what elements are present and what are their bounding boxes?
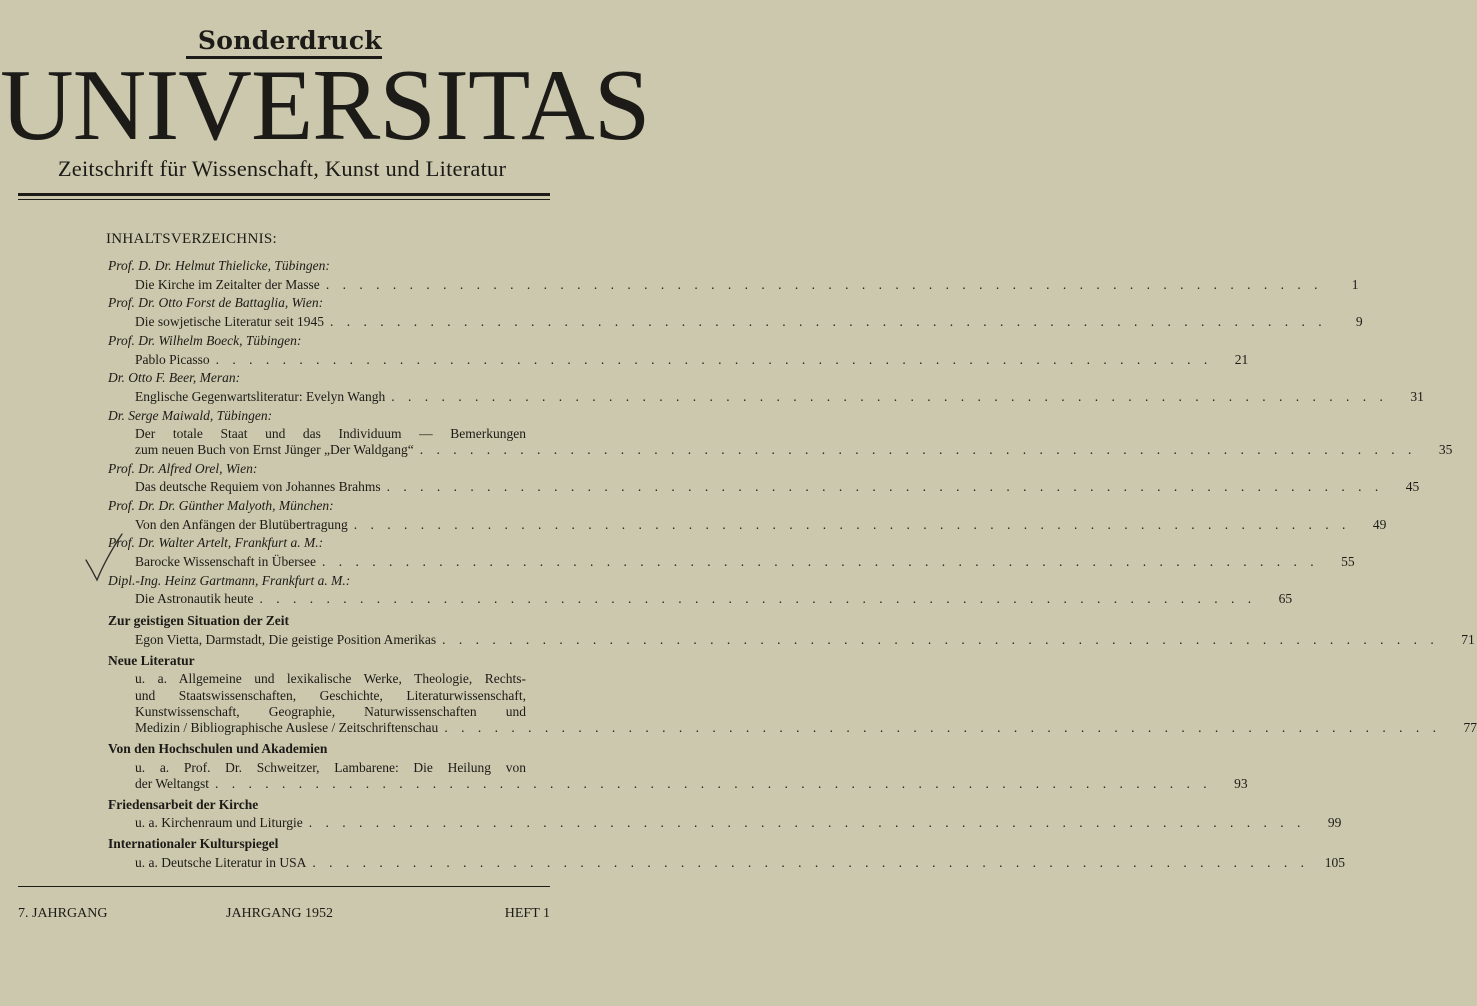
toc-entry-title bbox=[108, 388, 1424, 405]
entry-title: Barocke Wissenschaft in Übersee bbox=[135, 554, 317, 569]
toc-entry-title bbox=[108, 554, 1355, 570]
entry-title: Das deutsche Requiem von Johannes Brahms bbox=[135, 479, 381, 495]
leader-dots: . . . . . . . . . . . . . . . . . . . . . . . . . . . . . . . . . . . . . . . . . . . . . . . . . . . . . . . . . . . . bbox=[442, 631, 1439, 647]
entry-title: Medizin / Bibliographische Auslese / Zeitschriftenschau bbox=[135, 720, 439, 736]
toc-entry-title bbox=[108, 516, 1387, 533]
leader-dots: . . . . . . . . . . . . . . . . . . . . . . . . . . . . . . . . . . . . . . . . . . . . . . . . . . . . . . . . . . . . bbox=[329, 314, 1327, 330]
leader-dots: . . . . . . . . . . . . . . . . . . . . . . . . . . . . . . . . . . . . . . . . . . . . . . . . . . . . . . . . . . . . bbox=[325, 276, 1323, 292]
page-number: 93 bbox=[1234, 775, 1248, 791]
page-number: 35 bbox=[1438, 441, 1453, 457]
entry-title: u. a. Deutsche Literatur in USA bbox=[135, 854, 307, 870]
toc-section-line: Kunstwissenschaft, Geographie, Naturwissenschaften und bbox=[135, 703, 526, 719]
toc-entry-author: Prof. Dr. Alfred Orel, Wien: bbox=[108, 460, 258, 476]
header-rule-thick bbox=[18, 193, 550, 196]
toc-section-line: u. a. Allgemeine und lexikalische Werke, Theologie, Rechts- bbox=[135, 671, 526, 687]
page-number: 71 bbox=[1461, 631, 1475, 647]
toc-entry-title-line: Der totale Staat und das Individuum — Bemerkungen bbox=[135, 426, 526, 442]
page-number: 49 bbox=[1372, 516, 1387, 532]
handwritten-checkmark bbox=[84, 530, 124, 582]
page-number: 77 bbox=[1463, 720, 1477, 736]
entry-title: zum neuen Buch von Ernst Jünger „Der Waldgang“ bbox=[135, 441, 414, 457]
toc-entry-author: Prof. Dr. Otto Forst de Battaglia, Wien: bbox=[108, 295, 324, 311]
sonderdruck-label: Sonderdruck bbox=[197, 26, 383, 55]
toc-entry-author: Prof. Dr. Walter Artelt, Frankfurt a. M.: bbox=[108, 535, 324, 551]
leader-dots: . . . . . . . . . . . . . . . . . . . . . . . . . . . . . . . . . . . . . . . . . . . . . . . . . . . . . . . . . . . . bbox=[215, 775, 1212, 791]
entry-title: Die Astronautik heute bbox=[135, 591, 254, 607]
footer-rule bbox=[18, 886, 550, 887]
toc-entry-title bbox=[108, 591, 1293, 607]
header-rule-thin bbox=[18, 199, 550, 200]
entry-title: Von den Anfängen der Blutübertragung bbox=[135, 516, 348, 532]
toc-section-heading: Friedensarbeit der Kirche bbox=[108, 796, 259, 812]
footer-year: JAHRGANG 1952 bbox=[226, 906, 333, 921]
toc-section-title bbox=[108, 631, 1475, 648]
toc-entry-author: Prof. Dr. Wilhelm Boeck, Tübingen: bbox=[108, 332, 302, 348]
leader-dots: . . . . . . . . . . . . . . . . . . . . . . . . . . . . . . . . . . . . . . . . . . . . . . . . . . . . . . . . . . . . bbox=[308, 815, 1306, 831]
page-number: 65 bbox=[1278, 591, 1293, 607]
journal-title: UNIVERSITAS bbox=[0, 49, 650, 162]
toc-section-heading: Internationaler Kulturspiegel bbox=[108, 835, 279, 851]
leader-dots: . . . . . . . . . . . . . . . . . . . . . . . . . . . . . . . . . . . . . . . . . . . . . . . . . . . . . . . . . . . . bbox=[391, 388, 1388, 404]
page-number: 55 bbox=[1341, 554, 1355, 569]
toc-entry-author: Dipl.-Ing. Heinz Gartmann, Frankfurt a. M.: bbox=[108, 572, 351, 588]
leader-dots: . . . . . . . . . . . . . . . . . . . . . . . . . . . . . . . . . . . . . . . . . . . . . . . . . . . . . . . . . . . . bbox=[353, 516, 1351, 532]
entry-title: Die sowjetische Literatur seit 1945 bbox=[135, 314, 324, 330]
entry-title: u. a. Kirchenraum und Liturgie bbox=[135, 815, 303, 831]
page-number: 45 bbox=[1405, 479, 1420, 495]
toc-section-title bbox=[108, 775, 1248, 792]
page-number: 31 bbox=[1410, 388, 1424, 404]
journal-subtitle: Zeitschrift für Wissenschaft, Kunst und Literatur bbox=[57, 156, 507, 181]
toc-entry-title bbox=[108, 351, 1249, 368]
leader-dots: . . . . . . . . . . . . . . . . . . . . . . . . . . . . . . . . . . . . . . . . . . . . . . . . . . . . . . . . . . . . bbox=[215, 351, 1213, 367]
entry-title: Englische Gegenwartsliteratur: Evelyn Wangh bbox=[135, 388, 386, 404]
footer-volume: 7. JAHRGANG bbox=[18, 906, 108, 921]
toc-section-line: und Staatswissenschaften, Geschichte, Literaturwissenschaft, bbox=[135, 687, 526, 703]
leader-dots: . . . . . . . . . . . . . . . . . . . . . . . . . . . . . . . . . . . . . . . . . . . . . . . . . . . . . . . . . . . . bbox=[259, 591, 1257, 607]
entry-title: Die Kirche im Zeitalter der Masse bbox=[135, 276, 320, 292]
toc-entry-author: Prof. Dr. Dr. Günther Malyoth, München: bbox=[108, 497, 334, 513]
entry-title: Pablo Picasso bbox=[135, 351, 210, 367]
page-number: 1 bbox=[1351, 276, 1359, 292]
toc-section-title bbox=[108, 854, 1345, 871]
toc-entry-author: Prof. D. Dr. Helmut Thielicke, Tübingen: bbox=[108, 258, 330, 273]
toc-entry-title bbox=[108, 276, 1359, 293]
toc-section-title bbox=[108, 815, 1342, 831]
toc-section-heading: Von den Hochschulen und Akademien bbox=[108, 740, 328, 756]
entry-title: der Weltangst bbox=[135, 775, 210, 791]
toc-entry-author: Dr. Otto F. Beer, Meran: bbox=[108, 370, 241, 386]
toc-section-title bbox=[108, 720, 1477, 736]
entry-title: Egon Vietta, Darmstadt, Die geistige Position Amerikas bbox=[135, 631, 437, 647]
page-number: 21 bbox=[1234, 351, 1249, 367]
leader-dots: . . . . . . . . . . . . . . . . . . . . . . . . . . . . . . . . . . . . . . . . . . . . . . . . . . . . . . . . . . . . bbox=[312, 854, 1309, 870]
page-number: 9 bbox=[1355, 314, 1363, 330]
leader-dots: . . . . . . . . . . . . . . . . . . . . . . . . . . . . . . . . . . . . . . . . . . . . . . . . . . . . . . . . . . . . bbox=[444, 720, 1441, 736]
toc-section-line: u. a. Prof. Dr. Schweitzer, Lambarene: Die Heilung von bbox=[135, 759, 526, 775]
toc-heading: INHALTSVERZEICHNIS: bbox=[106, 231, 277, 247]
toc-entry-title bbox=[108, 314, 1363, 330]
toc-entry-author: Dr. Serge Maiwald, Tübingen: bbox=[108, 407, 273, 423]
toc-entry-title bbox=[108, 479, 1420, 495]
toc-section-heading: Neue Literatur bbox=[108, 652, 195, 668]
page-number: 105 bbox=[1324, 854, 1345, 870]
toc-entry-title bbox=[108, 441, 1453, 458]
toc-section-heading: Zur geistigen Situation der Zeit bbox=[108, 613, 290, 629]
page-number: 99 bbox=[1327, 815, 1342, 831]
footer-issue: HEFT 1 bbox=[504, 906, 550, 921]
leader-dots: . . . . . . . . . . . . . . . . . . . . . . . . . . . . . . . . . . . . . . . . . . . . . . . . . . . . . . . . . . . . bbox=[386, 479, 1384, 495]
leader-dots: . . . . . . . . . . . . . . . . . . . . . . . . . . . . . . . . . . . . . . . . . . . . . . . . . . . . . . . . . . . . bbox=[419, 441, 1417, 457]
leader-dots: . . . . . . . . . . . . . . . . . . . . . . . . . . . . . . . . . . . . . . . . . . . . . . . . . . . . . . . . . . . . bbox=[322, 554, 1319, 569]
